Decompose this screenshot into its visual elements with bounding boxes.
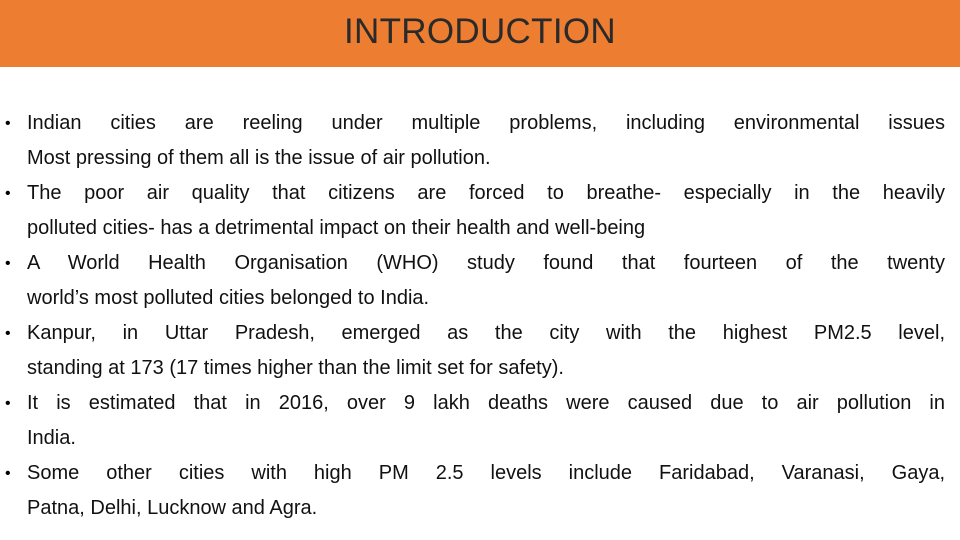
bullet-item [5,386,945,456]
slide-title: INTRODUCTION [344,12,616,51]
bullet-marker: • [5,395,11,412]
bullet-line: world’s most polluted cities belonged to India. [27,287,430,309]
bullet-text [27,386,945,456]
bullet-marker: • [5,255,11,272]
bullet-line: The poor air quality that citizens are forced to breathe- especially in the heavily [27,182,945,204]
bullet-marker: • [5,465,11,482]
bullet-line: polluted cities- has a detrimental impact on their health and well-being [27,217,646,239]
bullet-line: Most pressing of them all is the issue of air pollution. [27,147,491,169]
bullet-item [5,456,945,526]
bullet-list [5,106,945,526]
bullet-item [5,316,945,386]
bullet-item [5,246,945,316]
bullet-line: Patna, Delhi, Lucknow and Agra. [27,497,318,519]
bullet-text [27,246,945,316]
bullet-text [27,316,945,386]
bullet-line: A World Health Organisation (WHO) study found that fourteen of the twenty [27,252,945,274]
bullet-item [5,106,945,176]
bullet-marker: • [5,325,11,342]
bullet-line: Kanpur, in Uttar Pradesh, emerged as the city with the highest PM2.5 level, [27,322,945,344]
bullet-text [27,106,945,176]
bullet-marker: • [5,115,11,132]
bullet-line: Some other cities with high PM 2.5 levels include Faridabad, Varanasi, Gaya, [27,462,945,484]
bullet-text [27,456,945,526]
bullet-line: standing at 173 (17 times higher than the limit set for safety). [27,357,564,379]
bullet-marker: • [5,185,11,202]
bullet-line: Indian cities are reeling under multiple problems, including environmental issues [27,112,945,134]
bullet-line: It is estimated that in 2016, over 9 lakh deaths were caused due to air pollution in [27,392,945,414]
bullet-line: India. [27,427,76,449]
bullet-text [27,176,945,246]
bullet-item [5,176,945,246]
